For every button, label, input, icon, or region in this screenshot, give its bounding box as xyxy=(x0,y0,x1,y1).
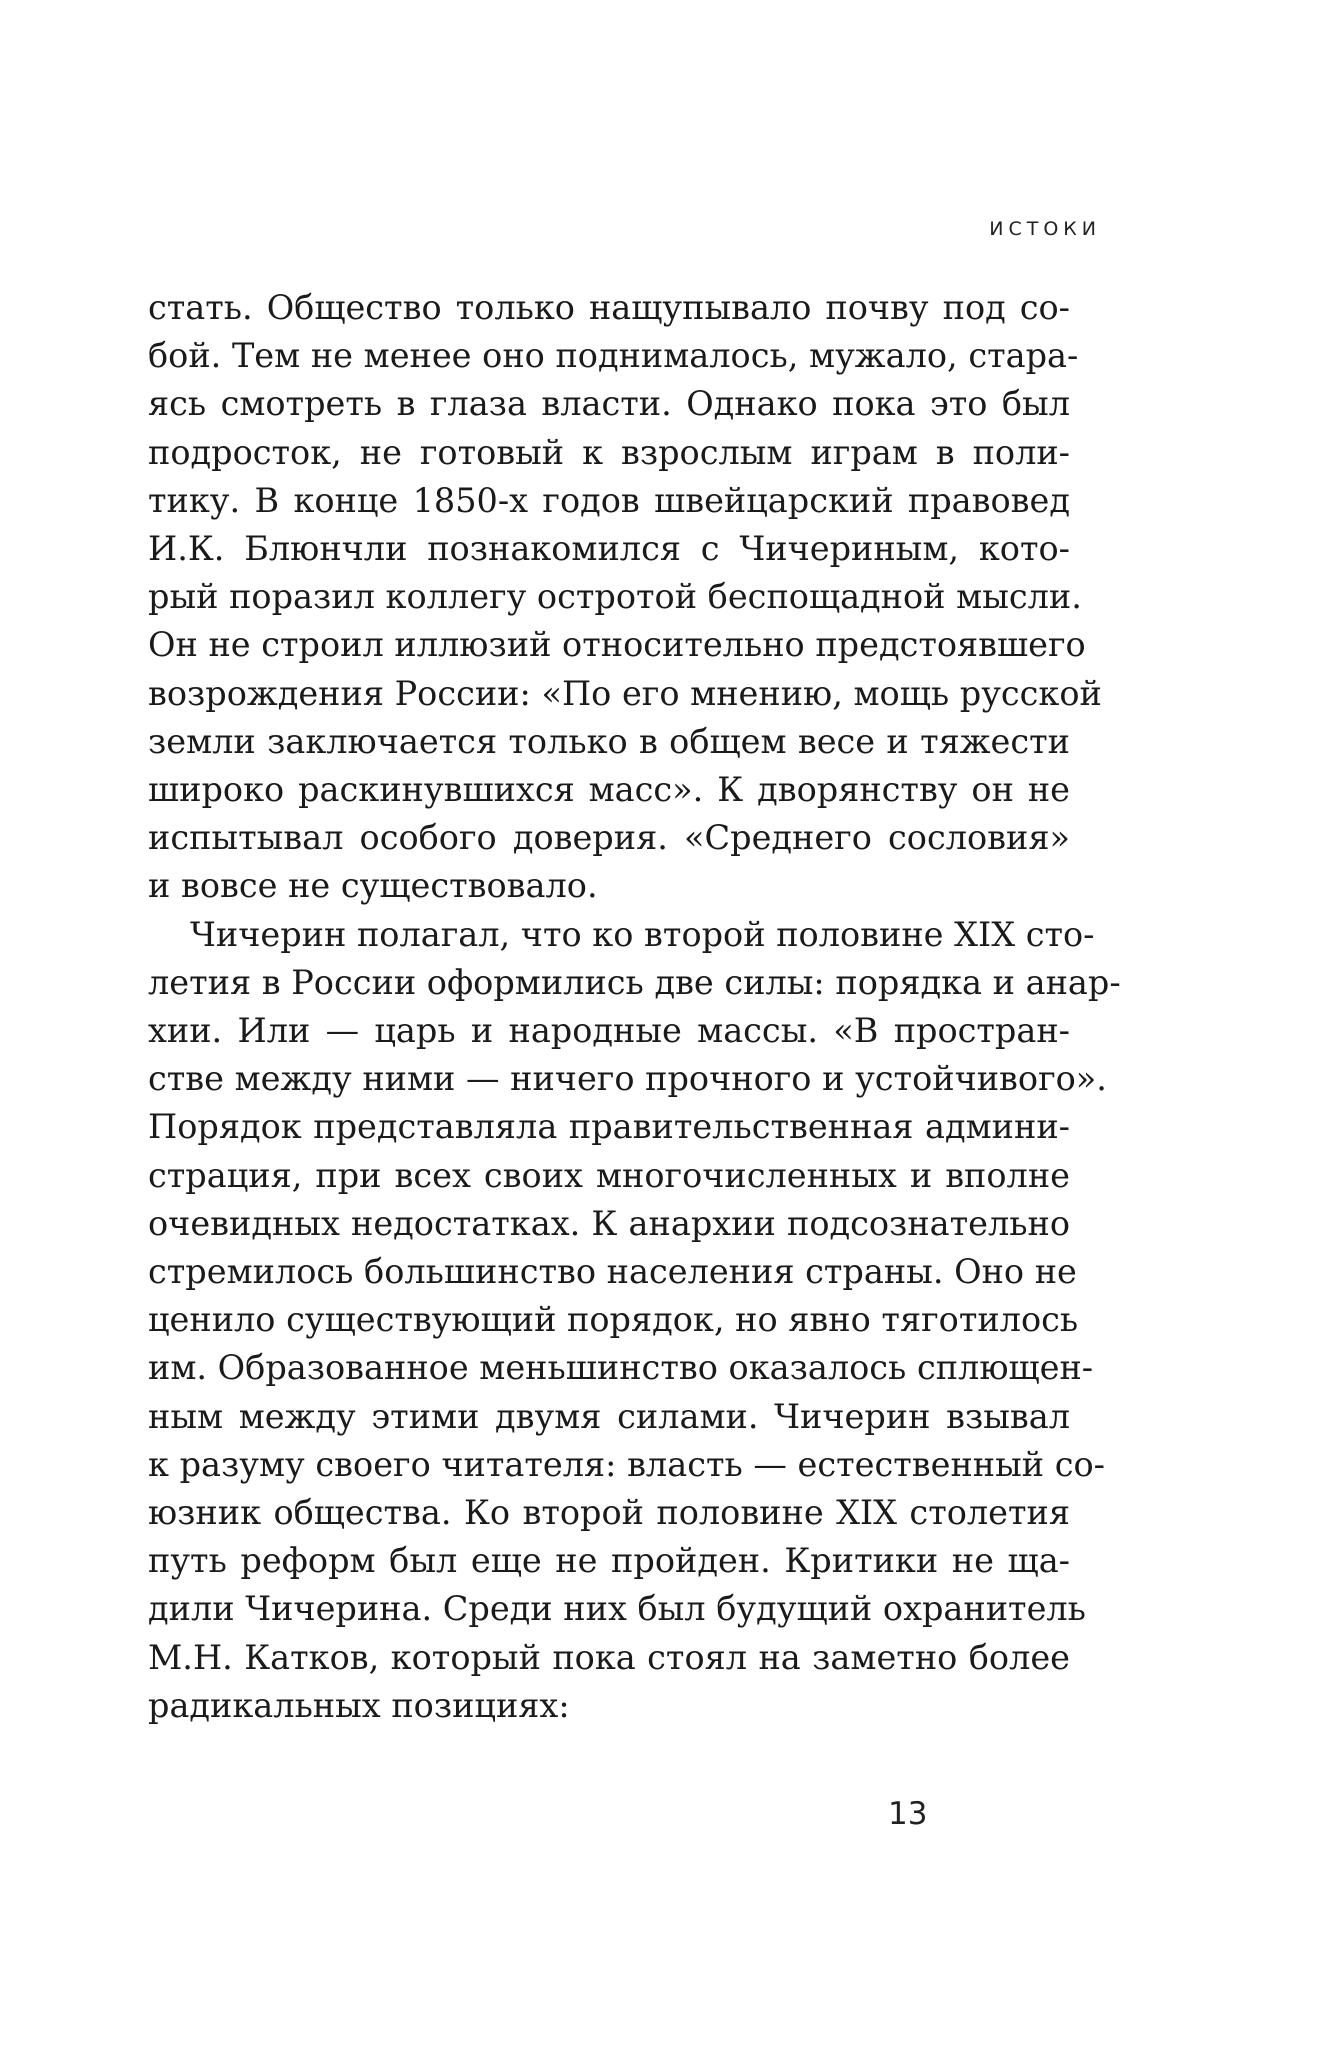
text-line: возрождения России: «По его мнению, мощь русской xyxy=(148,673,1102,713)
text-line: Он не строил иллюзий относительно предстоявшего xyxy=(148,625,1086,665)
text-line: стремилось большинство населения страны. Оно не xyxy=(148,1252,1077,1292)
text-line: стве между ними — ничего прочного и устойчивого». xyxy=(148,1059,1107,1099)
text-line: путь реформ был еще не пройден. Критики не ща- xyxy=(148,1541,1070,1581)
text-line: бой. Тем не менее оно поднималось, мужало, стара- xyxy=(148,336,1079,376)
paragraph-2 xyxy=(148,911,1121,1730)
text-line: им. Образованное меньшинство оказалось сплющен- xyxy=(148,1348,1094,1388)
page-number: 13 xyxy=(888,1796,928,1832)
text-line: М.Н. Катков, который пока стоял на заметно более xyxy=(148,1637,1070,1677)
text-line: рый поразил коллегу остротой беспощадной мысли. xyxy=(148,577,1082,617)
text-line: хии. Или — царь и народные массы. «В простран- xyxy=(148,1011,1070,1051)
text-line: ценило существующий порядок, но явно тяготилось xyxy=(148,1300,1079,1340)
text-line: земли заключается только в общем весе и тяжести xyxy=(148,721,1070,761)
text-line: ным между этими двумя силами. Чичерин взывал xyxy=(148,1396,1070,1436)
text-line: испытывал особого доверия. «Среднего сословия» xyxy=(148,818,1070,858)
running-head: ИСТОКИ xyxy=(989,218,1101,240)
text-line: юзник общества. Ко второй половине XIX столетия xyxy=(148,1493,1070,1533)
text-line: широко раскинувшихся масс». К дворянству он не xyxy=(148,770,1070,810)
text-line: страция, при всех своих многочисленных и вполне xyxy=(148,1155,1070,1195)
text-line: ясь смотреть в глаза власти. Однако пока это был xyxy=(148,384,1070,424)
text-line: летия в России оформились две силы: порядка и анар- xyxy=(148,962,1121,1002)
text-line: и вовсе не существовало. xyxy=(148,866,598,906)
body-text xyxy=(148,284,1121,1730)
text-line: к разуму своего читателя: власть — естественный со- xyxy=(148,1444,1105,1484)
text-line: И.К. Блюнчли познакомился с Чичериным, кото- xyxy=(148,529,1070,569)
text-line: Чичерин полагал, что ко второй половине XIX сто- xyxy=(190,914,1095,954)
paragraph-1 xyxy=(148,284,1102,911)
text-line: очевидных недостатках. К анархии подсознательно xyxy=(148,1203,1070,1243)
text-line: радикальных позициях: xyxy=(148,1685,570,1725)
text-line: тику. В конце 1850-х годов швейцарский правовед xyxy=(148,480,1070,520)
text-line: дили Чичерина. Среди них был будущий охранитель xyxy=(148,1589,1086,1629)
text-line: Порядок представляла правительственная админи- xyxy=(148,1107,1070,1147)
text-line: стать. Общество только нащупывало почву под со- xyxy=(148,288,1070,327)
text-line: подросток, не готовый к взрослым играм в поли- xyxy=(148,432,1070,472)
